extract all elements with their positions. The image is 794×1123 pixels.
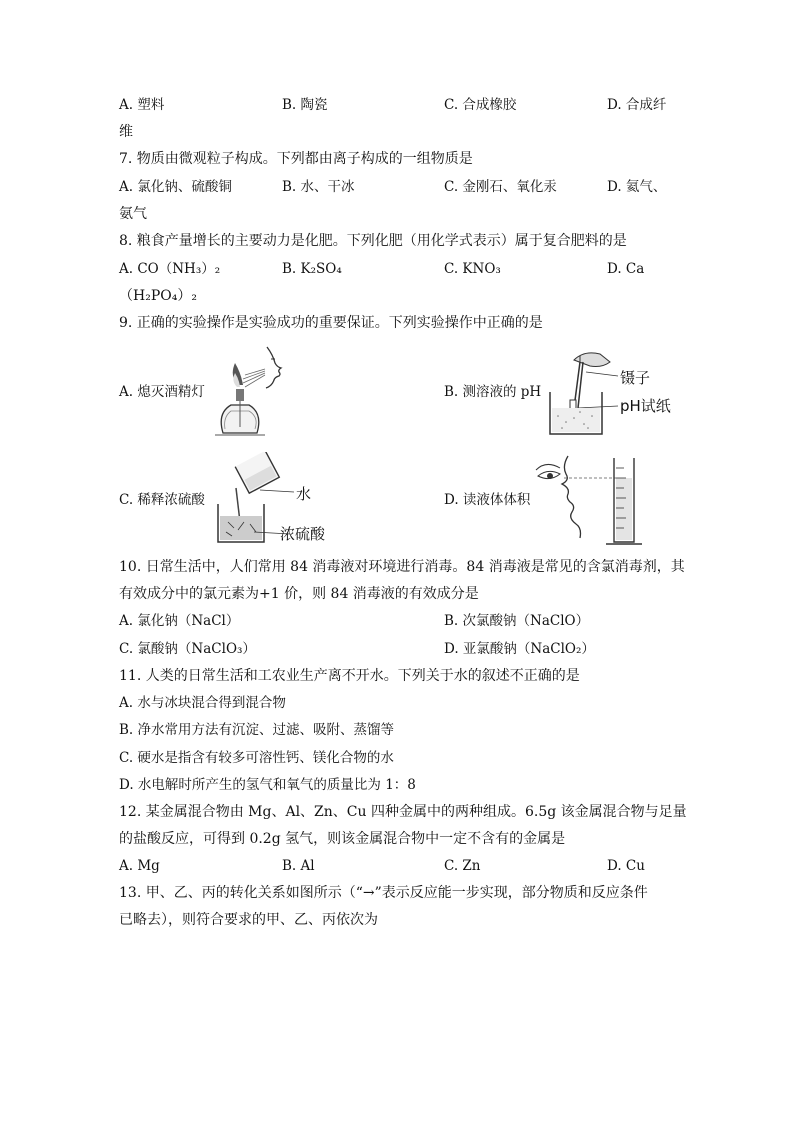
ph-paper-label: pH试纸	[620, 397, 671, 415]
q11-option-c: C. 硬水是指含有较多可溶性钙、镁化合物的水	[119, 750, 394, 766]
graduated-cylinder-figure	[530, 452, 670, 547]
tweezers-label: 镊子	[620, 369, 651, 387]
alcohol-lamp-figure	[205, 345, 305, 437]
q8-option-b: B. K₂SO₄	[282, 261, 342, 277]
q8-option-c: C. KNO₃	[444, 261, 501, 277]
q7-option-b: B. 水、干冰	[282, 179, 355, 195]
q9-option-a: A. 熄灭酒精灯	[119, 384, 205, 400]
q8-option-d: D. Ca	[607, 261, 645, 277]
q12-option-a: A. Mg	[119, 858, 160, 874]
q11-option-d: D. 水电解时所产生的氢气和氧气的质量比为 1：8	[119, 777, 416, 793]
q12-stem-line2: 的盐酸反应，可得到 0.2g 氢气，则该金属混合物中一定不含有的金属是	[119, 831, 566, 847]
q12-option-b: B. Al	[282, 858, 315, 874]
q11-option-b: B. 净水常用方法有沉淀、过滤、吸附、蒸馏等	[119, 722, 395, 738]
q13-stem-line2: 已略去），则符合要求的甲、乙、丙依次为	[119, 912, 378, 928]
acid-label: 浓硫酸	[280, 525, 326, 543]
q10-option-d: D. 亚氯酸钠（NaClO₂）	[444, 641, 595, 657]
q9-stem: 9. 正确的实验操作是实验成功的重要保证。下列实验操作中正确的是	[119, 315, 543, 331]
q12-option-d: D. Cu	[607, 858, 645, 874]
q7-stem: 7. 物质由微观粒子构成。下列都由离子构成的一组物质是	[119, 151, 473, 167]
q9-option-d: D. 读液体体积	[444, 492, 531, 508]
q8-option-a: A. CO（NH₃）₂	[119, 261, 221, 277]
q8-option-d-wrap: （H₂PO₄）₂	[119, 288, 197, 304]
q7-option-a: A. 氯化钠、硫酸铜	[119, 179, 232, 195]
q6-option-d-wrap: 维	[119, 124, 133, 140]
q7-option-d: D. 氦气、	[607, 179, 667, 195]
q7-option-d-wrap: 氨气	[119, 206, 147, 222]
q9-option-c: C. 稀释浓硫酸	[119, 492, 205, 508]
q13-stem-line1: 13. 甲、乙、丙的转化关系如图所示（“→”表示反应能一步实现，部分物质和反应条件	[119, 885, 648, 901]
q10-option-a: A. 氯化钠（NaCl）	[119, 613, 240, 629]
q11-stem: 11. 人类的日常生活和工农业生产离不开水。下列关于水的叙述不正确的是	[119, 668, 580, 684]
q12-option-c: C. Zn	[444, 858, 481, 874]
ph-test-figure	[540, 348, 700, 438]
q10-stem-line1: 10. 日常生活中，人们常用 84 消毒液对环境进行消毒。84 消毒液是常见的含氯消毒剂，其	[119, 559, 685, 575]
water-label: 水	[296, 485, 312, 503]
q12-stem-line1: 12. 某金属混合物由 Mg、Al、Zn、Cu 四种金属中的两种组成。6.5g 该金属混合物与足量	[119, 804, 687, 820]
q6-option-a: A. 塑料	[119, 97, 165, 113]
q6-option-b: B. 陶瓷	[282, 97, 328, 113]
q10-option-b: B. 次氯酸钠（NaClO）	[444, 613, 590, 629]
q9-option-b: B. 测溶液的 pH	[444, 384, 542, 400]
q6-option-d: D. 合成纤	[607, 97, 667, 113]
q7-option-c: C. 金刚石、氧化汞	[444, 179, 557, 195]
q10-option-c: C. 氯酸钠（NaClO₃）	[119, 641, 256, 657]
q8-stem: 8. 粮食产量增长的主要动力是化肥。下列化肥（用化学式表示）属于复合肥料的是	[119, 233, 627, 249]
q11-option-a: A. 水与冰块混合得到混合物	[119, 695, 286, 711]
q6-option-c: C. 合成橡胶	[444, 97, 517, 113]
q10-stem-line2: 有效成分中的氯元素为+1 价，则 84 消毒液的有效成分是	[119, 586, 479, 602]
